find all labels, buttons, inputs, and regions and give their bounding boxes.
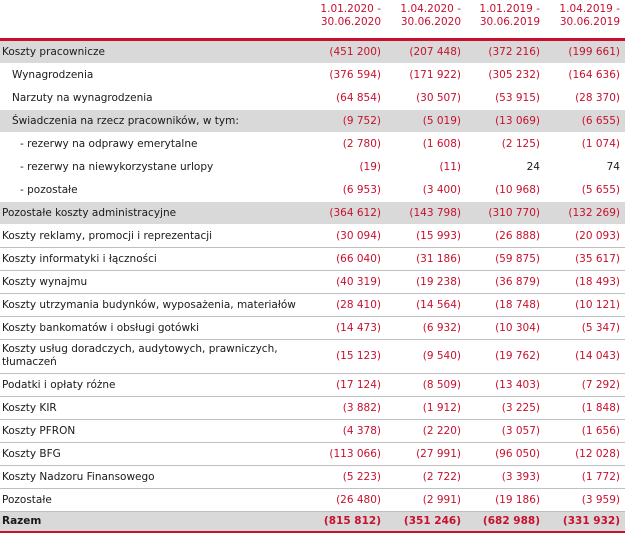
- table-row: [0, 294, 625, 317]
- cell-value: (815 812): [323, 515, 381, 527]
- cell-value: (1 772): [581, 471, 620, 483]
- table-row: [0, 271, 625, 294]
- row-label: Wynagrodzenia: [12, 69, 94, 81]
- cell-value: (9 752): [342, 115, 381, 127]
- row-label: - pozostałe: [20, 184, 78, 196]
- cell-value: (66 040): [336, 253, 381, 265]
- cell-value: (15 123): [336, 350, 381, 362]
- cell-value: (17 124): [336, 379, 381, 391]
- table-row: [0, 110, 625, 133]
- cell-value: (305 232): [488, 69, 540, 81]
- row-label: Koszty usług doradczych, audytowych, prawniczych, tłumaczeń: [2, 343, 278, 368]
- row-label: Podatki i opłaty różne: [2, 379, 116, 391]
- table-row: [0, 87, 625, 110]
- cell-value: (7 292): [581, 379, 620, 391]
- cell-value: (2 780): [342, 138, 381, 150]
- row-label: Koszty informatyki i łączności: [2, 253, 157, 265]
- cell-value: (13 069): [495, 115, 540, 127]
- table-row: [0, 374, 625, 397]
- cell-value: (5 223): [342, 471, 381, 483]
- cell-value: (27 991): [416, 448, 461, 460]
- cell-value: (3 393): [501, 471, 540, 483]
- cell-value: (40 319): [336, 276, 381, 288]
- column-header: 1.04.2019 - 30.06.2019: [559, 3, 620, 28]
- cell-value: (18 748): [495, 299, 540, 311]
- cell-value: (310 770): [488, 207, 540, 219]
- cell-value: (28 370): [575, 92, 620, 104]
- cell-value: (1 912): [422, 402, 461, 414]
- cell-value: (59 875): [495, 253, 540, 265]
- cell-value: (30 507): [416, 92, 461, 104]
- row-label: Koszty bankomatów i obsługi gotówki: [2, 322, 200, 334]
- cell-value: (3 959): [581, 494, 620, 506]
- cell-value: (14 043): [575, 350, 620, 362]
- row-label: Koszty wynajmu: [2, 276, 88, 288]
- cell-value: (364 612): [329, 207, 381, 219]
- table-row: [0, 133, 625, 156]
- cell-value: (199 661): [568, 46, 620, 58]
- table-row: [0, 179, 625, 202]
- cell-value: (132 269): [568, 207, 620, 219]
- cell-value: (3 057): [501, 425, 540, 437]
- cell-value: (36 879): [495, 276, 540, 288]
- cell-value: (35 617): [575, 253, 620, 265]
- cell-value: (2 125): [501, 138, 540, 150]
- cell-value: (5 655): [581, 184, 620, 196]
- cell-value: (2 722): [422, 471, 461, 483]
- cell-value: (1 848): [581, 402, 620, 414]
- cell-value: (171 922): [409, 69, 461, 81]
- cell-value: (113 066): [329, 448, 381, 460]
- cell-value: (682 988): [482, 515, 540, 527]
- cell-value: (53 915): [495, 92, 540, 104]
- cell-value: (18 493): [575, 276, 620, 288]
- row-label: Koszty pracownicze: [2, 46, 105, 58]
- cell-value: (164 636): [568, 69, 620, 81]
- cell-value: (5 347): [581, 322, 620, 334]
- cell-value: (3 400): [422, 184, 461, 196]
- cell-value: (6 932): [422, 322, 461, 334]
- cell-value: (451 200): [329, 46, 381, 58]
- row-label: Pozostałe koszty administracyjne: [2, 207, 177, 219]
- column-header: 1.01.2020 - 30.06.2020: [320, 3, 381, 28]
- cell-value: (3 225): [501, 402, 540, 414]
- cell-value: (10 121): [575, 299, 620, 311]
- cell-value: (11): [439, 161, 461, 173]
- column-header: 1.04.2020 - 30.06.2020: [400, 3, 461, 28]
- row-label: - rezerwy na odprawy emerytalne: [20, 138, 198, 150]
- table-row: [0, 443, 625, 466]
- table-row: [0, 248, 625, 271]
- cell-value: (207 448): [409, 46, 461, 58]
- table-row: [0, 420, 625, 443]
- cell-value: (96 050): [495, 448, 540, 460]
- table-header: [0, 0, 625, 41]
- cell-value: (20 093): [575, 230, 620, 242]
- cell-value: (31 186): [416, 253, 461, 265]
- cell-value: 24: [526, 161, 540, 173]
- cell-value: (14 473): [336, 322, 381, 334]
- cell-value: (26 888): [495, 230, 540, 242]
- cell-value: (331 932): [562, 515, 620, 527]
- cell-value: (9 540): [422, 350, 461, 362]
- table-row: [0, 225, 625, 248]
- row-label: Koszty BFG: [2, 448, 61, 460]
- cell-value: (351 246): [403, 515, 461, 527]
- cell-value: (19 238): [416, 276, 461, 288]
- cell-value: (30 094): [336, 230, 381, 242]
- table-row: [0, 317, 625, 340]
- cell-value: (64 854): [336, 92, 381, 104]
- cell-value: (19 186): [495, 494, 540, 506]
- row-label: Razem: [2, 515, 42, 527]
- cell-value: (12 028): [575, 448, 620, 460]
- cell-value: (1 074): [581, 138, 620, 150]
- cell-value: (19 762): [495, 350, 540, 362]
- row-label: - rezerwy na niewykorzystane urlopy: [20, 161, 214, 173]
- table-row: [0, 489, 625, 512]
- cell-value: (372 216): [488, 46, 540, 58]
- cell-value: (3 882): [342, 402, 381, 414]
- table-row: [0, 41, 625, 64]
- row-label: Koszty reklamy, promocji i reprezentacji: [2, 230, 213, 242]
- cell-value: (13 403): [495, 379, 540, 391]
- cell-value: (6 655): [581, 115, 620, 127]
- cell-value: (1 608): [422, 138, 461, 150]
- cell-value: (143 798): [409, 207, 461, 219]
- cell-value: 74: [606, 161, 620, 173]
- row-label: Koszty PFRON: [2, 425, 76, 437]
- table-row: [0, 64, 625, 87]
- row-label: Świadczenia na rzecz pracowników, w tym:: [12, 115, 239, 127]
- cell-value: (28 410): [336, 299, 381, 311]
- cell-value: (26 480): [336, 494, 381, 506]
- row-label: Koszty Nadzoru Finansowego: [2, 471, 155, 483]
- total-row: [0, 512, 625, 533]
- cell-value: (10 968): [495, 184, 540, 196]
- table-row: [0, 202, 625, 225]
- cell-value: (15 993): [416, 230, 461, 242]
- row-label: Pozostałe: [2, 494, 52, 506]
- cell-value: (5 019): [422, 115, 461, 127]
- table-row: [0, 466, 625, 489]
- cell-value: (10 304): [495, 322, 540, 334]
- cell-value: (19): [359, 161, 381, 173]
- row-label: Koszty KIR: [2, 402, 57, 414]
- cell-value: (2 991): [422, 494, 461, 506]
- cell-value: (8 509): [422, 379, 461, 391]
- table-row: [0, 397, 625, 420]
- cell-value: (1 656): [581, 425, 620, 437]
- table-row: [0, 340, 625, 374]
- column-header: 1.01.2019 - 30.06.2019: [479, 3, 540, 28]
- row-label: Koszty utrzymania budynków, wyposażenia, materiałów: [2, 299, 296, 311]
- cell-value: (4 378): [342, 425, 381, 437]
- cell-value: (376 594): [329, 69, 381, 81]
- row-label: Narzuty na wynagrodzenia: [12, 92, 153, 104]
- cell-value: (2 220): [422, 425, 461, 437]
- cell-value: (14 564): [416, 299, 461, 311]
- cell-value: (6 953): [342, 184, 381, 196]
- table-row: [0, 156, 625, 179]
